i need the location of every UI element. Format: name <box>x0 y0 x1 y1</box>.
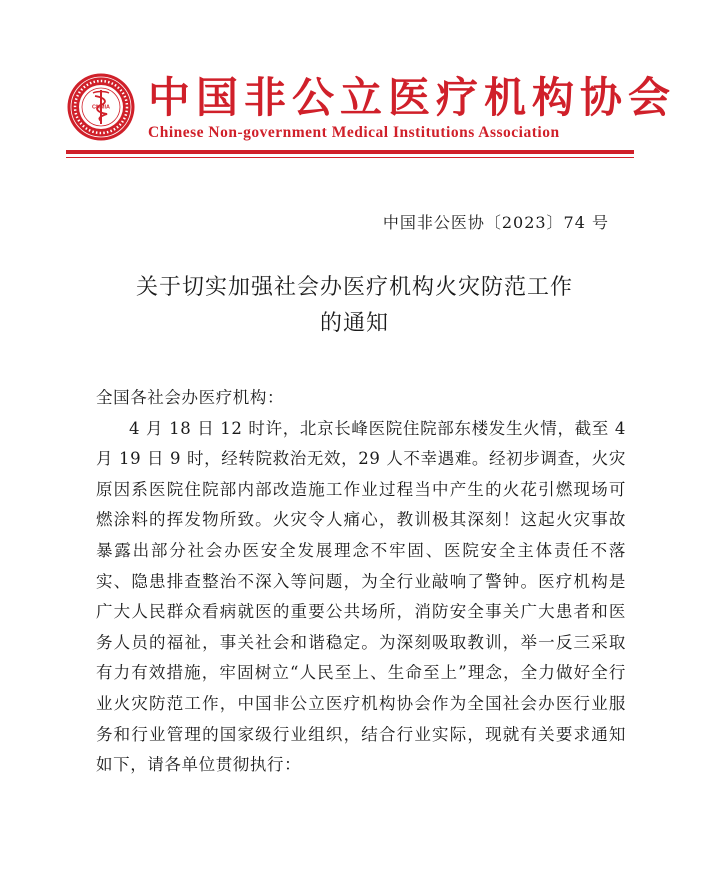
organization-name-english: Chinese Non-government Medical Institutions Association <box>148 124 560 141</box>
organization-name-chinese: 中国非公立医疗机构协会 <box>148 73 677 122</box>
document-title-line-1: 关于切实加强社会办医疗机构火灾防范工作 <box>135 275 573 300</box>
body-paragraph: 4 月 18 日 12 时许，北京长峰医院住院部东楼发生火情，截至 4 月 19 日 9 时，经转院救治无效，29 人不幸遇难。经初步调查，火灾原因系医院住院部内部改造施工作业过程当中产生的火花引燃现场可燃涂料的挥发物所致。火灾令人痛心，教训极其深刻！这起火灾事故暴露出部分社会办医安全发展理念不牢固、医院安全主体责任不落实、隐患排查整治不深入等问题，为全行业敲响了警钟。医疗机构是广大人民群众看病就医的重要公共场所，消防安全事关广大患者和医务人员的福祉，事关社会和谐稳定。为深刻吸取教训，举一反三采取有力有效措施，牢固树立“人民至上、生命至上”理念，全力做好全行业火灾防范工作，中国非公立医疗机构协会作为全国社会办医行业服务和行业管理的国家级行业组织，结合行业实际，现就有关要求通知如下，请各单位贯彻执行： <box>96 418 626 775</box>
salutation: 全国各社会办医疗机构： <box>96 388 285 407</box>
document-number: 中国非公医协〔2023〕74 号 <box>382 213 609 232</box>
header-divider-thin <box>66 157 634 158</box>
letterhead <box>0 0 709 170</box>
header-divider-thick <box>66 150 634 154</box>
document-body <box>96 383 626 781</box>
document-title-line-2: 的通知 <box>319 311 389 336</box>
association-seal-logo <box>66 72 136 142</box>
seal-text: CNMIA <box>91 104 111 111</box>
